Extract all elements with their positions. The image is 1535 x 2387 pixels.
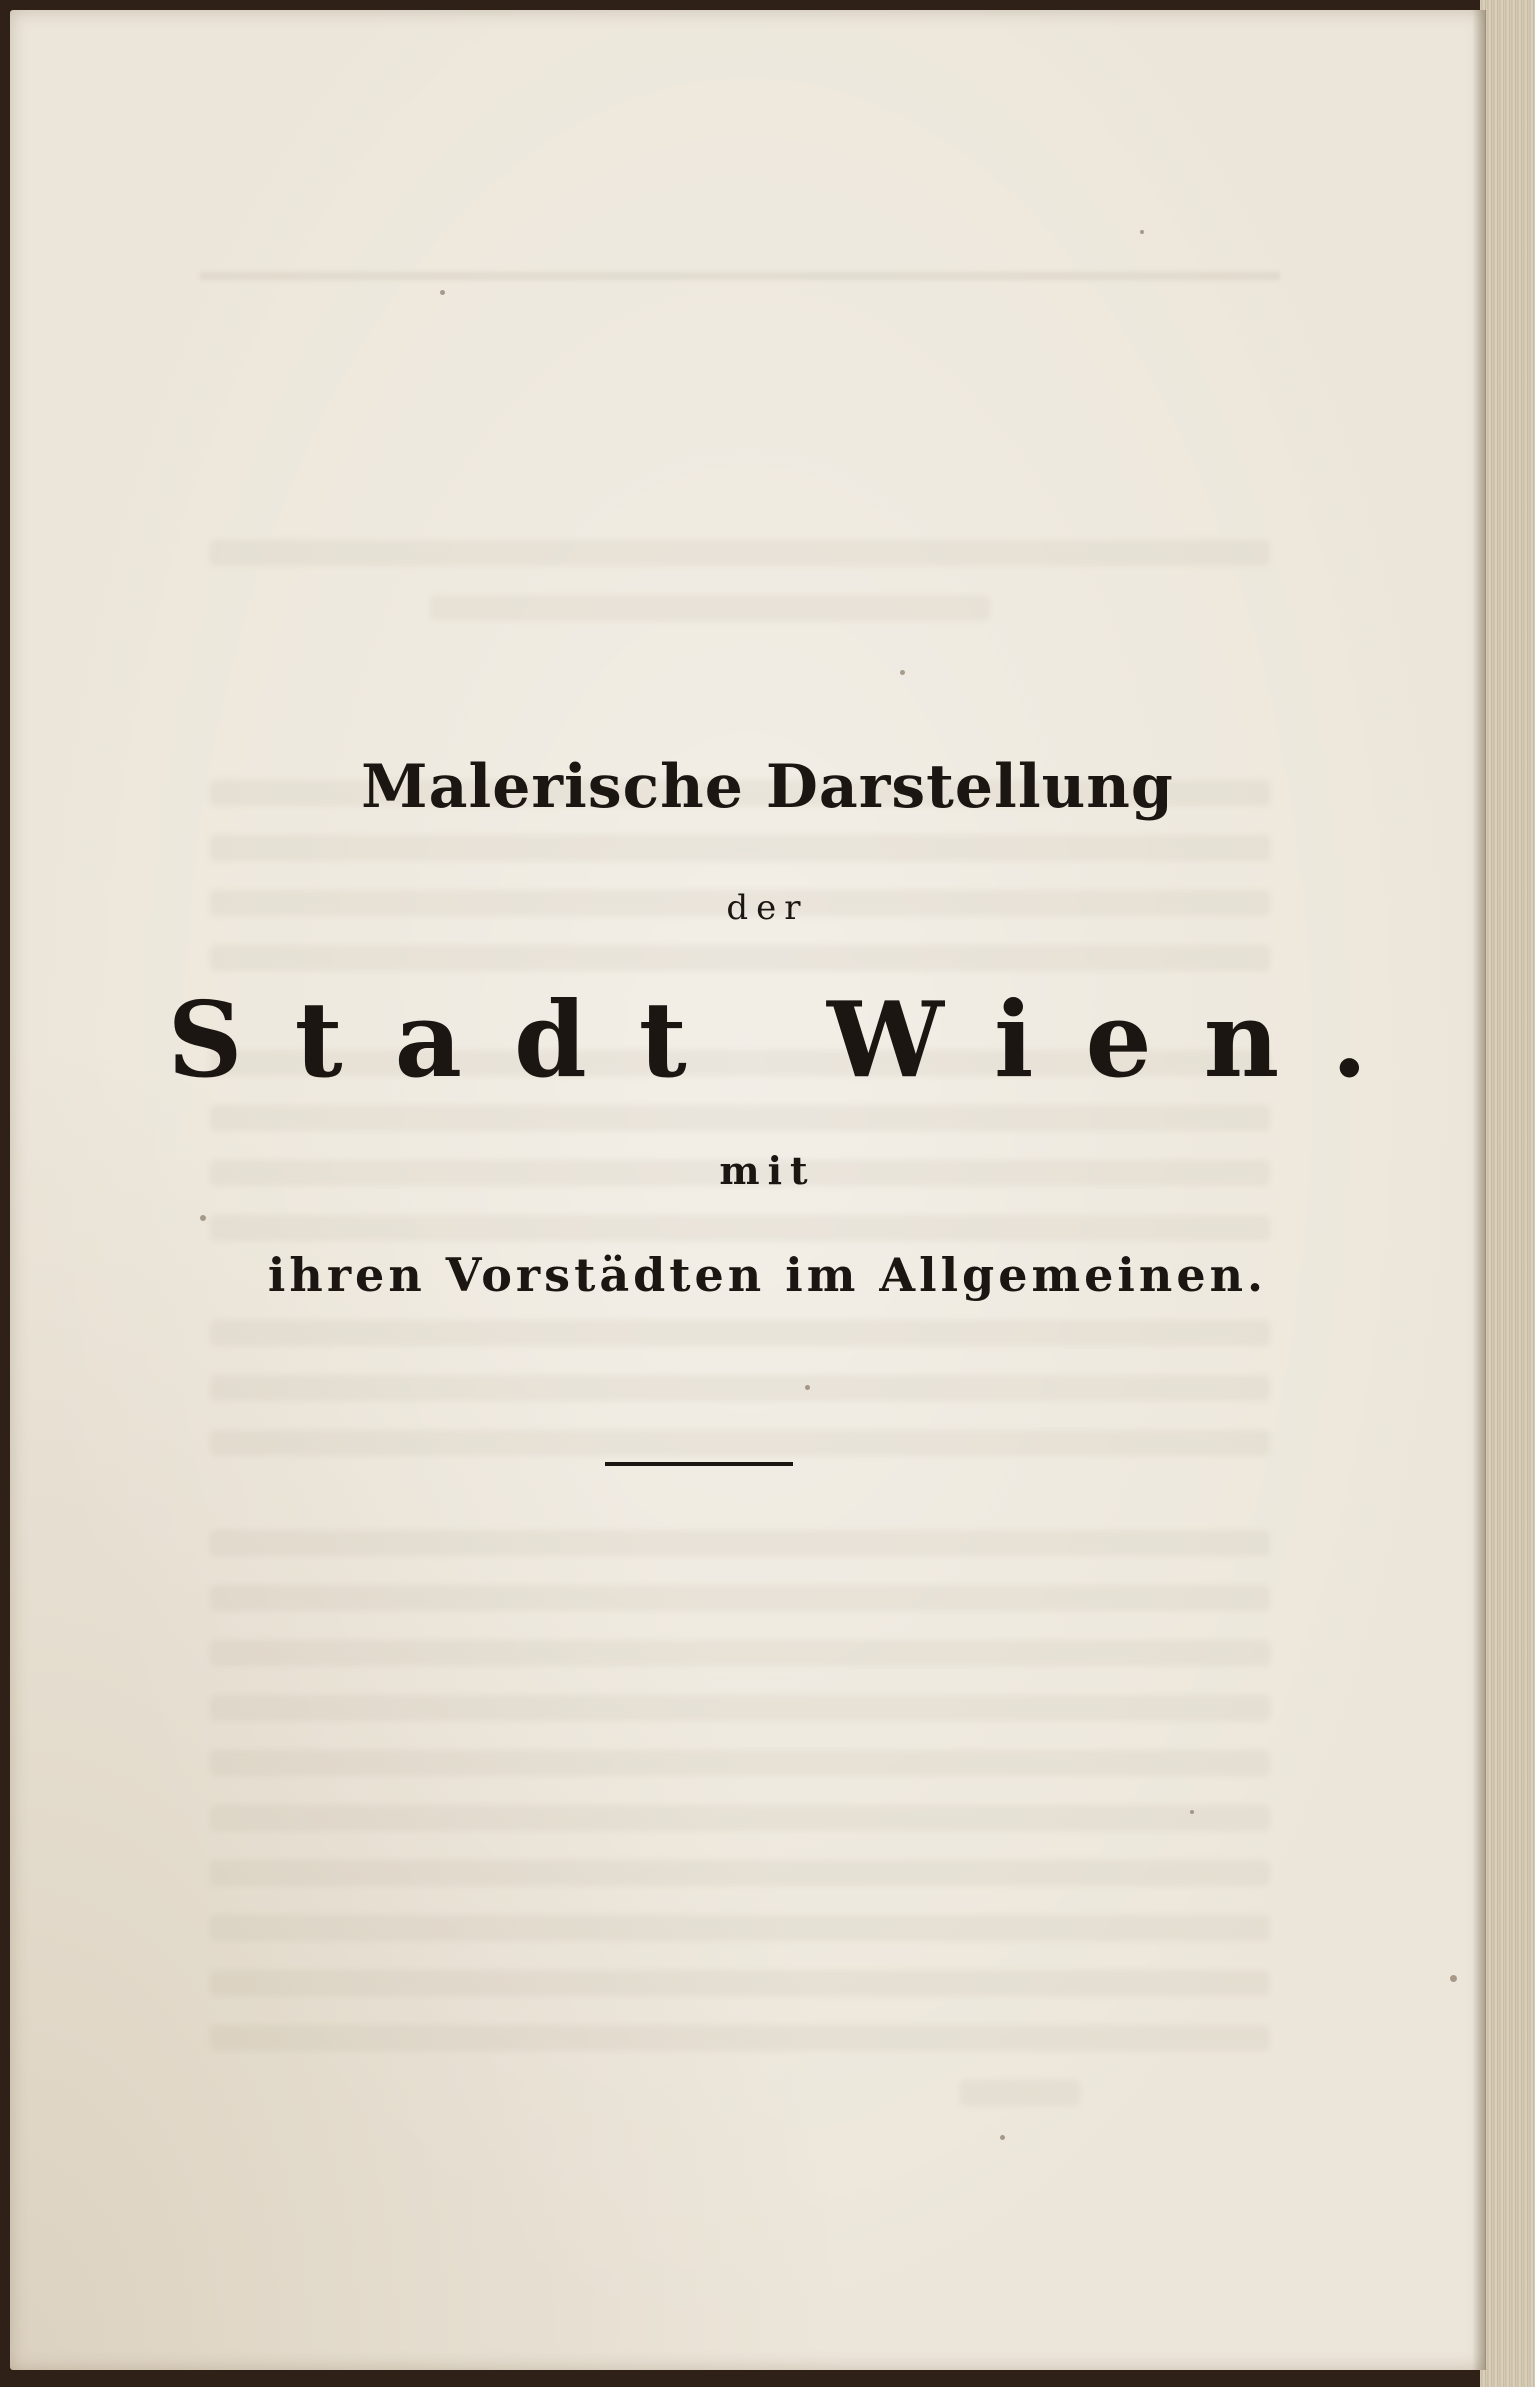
paper-speck: [1000, 2135, 1005, 2140]
title-word-der: der: [726, 888, 809, 928]
bleed-through-text: [210, 1695, 1270, 1721]
bleed-through-text: [210, 1640, 1270, 1666]
title-word-mit: mit: [719, 1148, 816, 1193]
bleed-through-text: [430, 595, 990, 621]
bleed-through-text: [210, 1215, 1270, 1241]
bleed-through-text: [210, 1970, 1270, 1996]
paper-speck: [1140, 230, 1144, 234]
bleed-through-text: [210, 2025, 1270, 2051]
bleed-through-text: [210, 1430, 1270, 1456]
main-title-stadt-wien: Stadt Wien.: [167, 978, 1420, 1101]
book-page-edges: [1480, 0, 1535, 2387]
bleed-through-text: [210, 1530, 1270, 1556]
paper-speck: [200, 1215, 206, 1221]
bleed-through-text: [210, 1105, 1270, 1131]
bleed-through-text: [210, 1375, 1270, 1401]
paper-speck: [1450, 1975, 1457, 1982]
bleed-through-text: [210, 1805, 1270, 1831]
bleed-through-text: [210, 1750, 1270, 1776]
bleed-through-text: [960, 2080, 1080, 2106]
bleed-through-text: [210, 945, 1270, 971]
bleed-through-rule: [200, 272, 1280, 280]
paper-speck: [1190, 1810, 1194, 1814]
title-line-malerische-darstellung: Malerische Darstellung: [361, 752, 1174, 822]
decorative-rule: [605, 1462, 793, 1466]
subtitle-vorstaedten: ihren Vorstädten im Allgemeinen.: [267, 1248, 1268, 1302]
bleed-through-text: [210, 1915, 1270, 1941]
paper-speck: [900, 670, 905, 675]
bleed-through-text: [210, 540, 1270, 566]
paper-speck: [440, 290, 445, 295]
bleed-through-text: [210, 835, 1270, 861]
paper-speck: [805, 1385, 810, 1390]
bleed-through-text: [210, 1860, 1270, 1886]
bleed-through-text: [210, 1585, 1270, 1611]
bleed-through-text: [210, 1320, 1270, 1346]
